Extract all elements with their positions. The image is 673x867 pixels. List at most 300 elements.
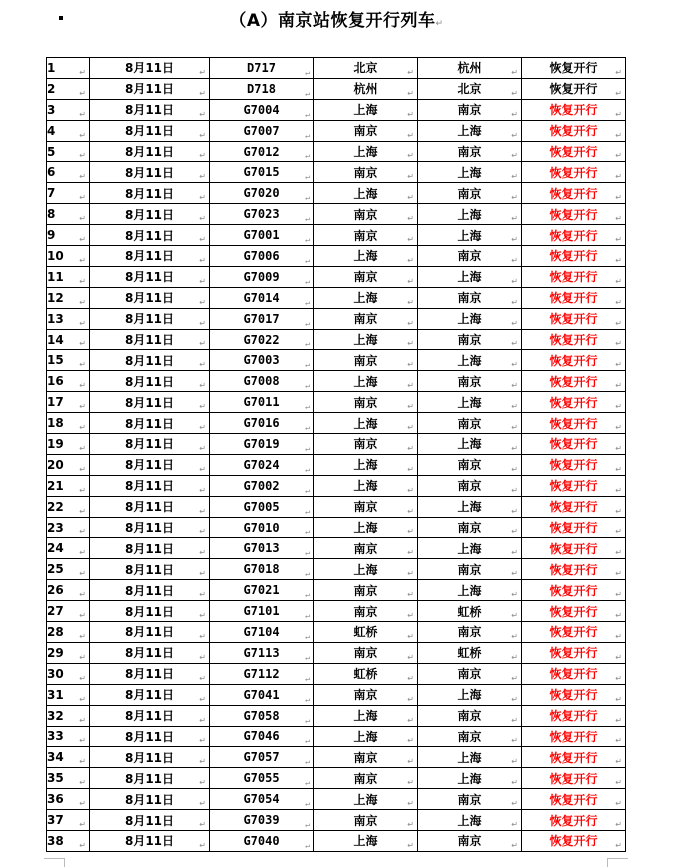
row-number-text: 4 — [47, 123, 56, 138]
cell-end-mark: ↵ — [407, 778, 414, 788]
cell-end-mark: ↵ — [407, 67, 414, 77]
cell-end-mark: ↵ — [199, 67, 206, 77]
origin-station-text: 上海 — [353, 479, 378, 494]
cell-end-mark: ↵ — [79, 611, 86, 621]
cell-end-mark: ↵ — [615, 130, 622, 140]
origin-station-text: 上海 — [353, 458, 378, 473]
origin-station-text: 上海 — [353, 834, 378, 849]
date-cell — [90, 78, 210, 99]
cell-end-mark: ↵ — [615, 715, 622, 725]
cell-end-mark: ↵ — [615, 485, 622, 495]
origin-station-cell — [314, 120, 418, 141]
status-text: 恢复开行 — [549, 750, 598, 765]
train-number-cell — [210, 308, 314, 329]
cell-end-mark: ↵ — [407, 840, 414, 850]
status-text: 恢复开行 — [549, 82, 598, 97]
origin-station-text: 上海 — [353, 333, 378, 348]
origin-station-cell — [314, 454, 418, 475]
cell-end-mark: ↵ — [79, 736, 86, 746]
cell-end-mark: ↵ — [615, 611, 622, 621]
cell-end-mark: ↵ — [199, 673, 206, 683]
destination-station-text: 上海 — [457, 270, 482, 285]
origin-station-cell — [314, 705, 418, 726]
train-number-text: D718 — [247, 81, 276, 96]
cell-end-mark: ↵ — [407, 652, 414, 662]
row-number-cell — [47, 350, 90, 371]
date-text: 8月11日 — [124, 521, 175, 536]
origin-station-text: 南京 — [353, 771, 378, 786]
row-number-text: 23 — [47, 520, 64, 535]
origin-station-text: 南京 — [353, 228, 378, 243]
status-text: 恢复开行 — [549, 792, 598, 807]
table-row — [47, 622, 626, 643]
date-text: 8月11日 — [124, 583, 175, 598]
cell-end-mark: ↵ — [305, 214, 310, 224]
status-cell — [522, 684, 626, 705]
date-cell — [90, 538, 210, 559]
cell-end-mark: ↵ — [511, 506, 518, 516]
row-number-cell — [47, 601, 90, 622]
date-text: 8月11日 — [124, 709, 175, 724]
row-number-text: 31 — [47, 687, 64, 702]
status-text: 恢复开行 — [549, 124, 598, 139]
row-number-text: 33 — [47, 729, 64, 744]
date-cell — [90, 120, 210, 141]
cell-end-mark: ↵ — [511, 339, 518, 349]
cell-end-mark: ↵ — [615, 778, 622, 788]
origin-station-cell — [314, 642, 418, 663]
cell-end-mark: ↵ — [615, 736, 622, 746]
table-row — [47, 350, 626, 371]
status-text: 恢复开行 — [549, 61, 598, 76]
cell-end-mark: ↵ — [305, 464, 310, 474]
origin-station-text: 上海 — [353, 521, 378, 536]
status-cell — [522, 287, 626, 308]
cell-end-mark: ↵ — [407, 151, 414, 161]
row-number-cell — [47, 559, 90, 580]
cell-end-mark: ↵ — [615, 172, 622, 182]
cell-end-mark: ↵ — [199, 360, 206, 370]
cell-end-mark: ↵ — [199, 381, 206, 391]
table-row — [47, 684, 626, 705]
row-number-cell — [47, 120, 90, 141]
status-text: 恢复开行 — [549, 583, 598, 598]
cell-end-mark: ↵ — [79, 840, 86, 850]
row-number-text: 18 — [47, 416, 64, 431]
destination-station-cell — [418, 454, 522, 475]
cell-end-mark: ↵ — [199, 276, 206, 286]
status-text: 恢复开行 — [549, 562, 598, 577]
origin-station-text: 上海 — [353, 792, 378, 807]
date-cell — [90, 705, 210, 726]
cell-end-mark: ↵ — [199, 631, 206, 641]
cell-end-mark: ↵ — [199, 569, 206, 579]
cell-end-mark: ↵ — [511, 255, 518, 265]
destination-station-cell — [418, 726, 522, 747]
origin-station-text: 南京 — [353, 353, 378, 368]
cell-end-mark: ↵ — [407, 548, 414, 558]
date-text: 8月11日 — [124, 813, 175, 828]
cell-end-mark: ↵ — [615, 548, 622, 558]
cell-end-mark: ↵ — [615, 673, 622, 683]
cell-end-mark: ↵ — [615, 67, 622, 77]
origin-station-cell — [314, 162, 418, 183]
train-number-cell — [210, 538, 314, 559]
date-text: 8月11日 — [124, 562, 175, 577]
row-number-cell — [47, 392, 90, 413]
row-number-cell — [47, 308, 90, 329]
destination-station-cell — [418, 287, 522, 308]
cell-end-mark: ↵ — [305, 360, 310, 370]
table-row — [47, 496, 626, 517]
cell-end-mark: ↵ — [511, 485, 518, 495]
cell-end-mark: ↵ — [615, 402, 622, 412]
date-cell — [90, 329, 210, 350]
origin-station-text: 南京 — [353, 541, 378, 556]
row-number-text: 10 — [47, 248, 64, 263]
row-number-cell — [47, 287, 90, 308]
origin-station-cell — [314, 204, 418, 225]
destination-station-text: 上海 — [457, 124, 482, 139]
row-number-cell — [47, 58, 90, 79]
date-text: 8月11日 — [124, 374, 175, 389]
origin-station-text: 南京 — [353, 646, 378, 661]
cell-end-mark: ↵ — [79, 67, 86, 77]
status-cell — [522, 183, 626, 204]
cell-end-mark: ↵ — [511, 631, 518, 641]
cell-end-mark: ↵ — [511, 381, 518, 391]
date-text: 8月11日 — [124, 667, 175, 682]
destination-station-text: 南京 — [457, 729, 482, 744]
date-cell — [90, 810, 210, 831]
status-cell — [522, 413, 626, 434]
destination-station-text: 杭州 — [457, 61, 482, 76]
date-text: 8月11日 — [124, 165, 175, 180]
status-text: 恢复开行 — [549, 771, 598, 786]
table-row — [47, 475, 626, 496]
cell-end-mark: ↵ — [511, 694, 518, 704]
status-cell — [522, 726, 626, 747]
cell-end-mark: ↵ — [199, 193, 206, 203]
status-text: 恢复开行 — [549, 458, 598, 473]
date-cell — [90, 830, 210, 851]
table-row — [47, 642, 626, 663]
train-number-cell — [210, 434, 314, 455]
status-text: 恢复开行 — [549, 333, 598, 348]
cell-end-mark: ↵ — [407, 381, 414, 391]
cell-end-mark: ↵ — [511, 799, 518, 809]
train-number-cell — [210, 684, 314, 705]
status-text: 恢复开行 — [549, 521, 598, 536]
row-number-text: 2 — [47, 81, 56, 96]
destination-station-text: 上海 — [457, 353, 482, 368]
cell-end-mark: ↵ — [511, 423, 518, 433]
train-number-cell — [210, 204, 314, 225]
cell-end-mark: ↵ — [199, 799, 206, 809]
train-number-text: G7002 — [243, 478, 280, 493]
cell-end-mark: ↵ — [305, 402, 310, 412]
table-row — [47, 58, 626, 79]
cell-end-mark: ↵ — [305, 423, 310, 433]
cell-end-mark: ↵ — [511, 130, 518, 140]
origin-station-text: 南京 — [353, 750, 378, 765]
cell-end-mark: ↵ — [615, 339, 622, 349]
origin-station-text: 上海 — [353, 103, 378, 118]
table-row — [47, 225, 626, 246]
train-number-cell — [210, 663, 314, 684]
cell-end-mark: ↵ — [407, 297, 414, 307]
train-number-cell — [210, 768, 314, 789]
date-text: 8月11日 — [124, 103, 175, 118]
origin-station-cell — [314, 99, 418, 120]
cell-end-mark: ↵ — [305, 506, 310, 516]
cell-end-mark: ↵ — [79, 799, 86, 809]
cell-end-mark: ↵ — [79, 443, 86, 453]
cell-end-mark: ↵ — [615, 443, 622, 453]
cell-end-mark: ↵ — [305, 527, 310, 537]
destination-station-cell — [418, 747, 522, 768]
cell-end-mark: ↵ — [305, 548, 310, 558]
cell-end-mark: ↵ — [305, 819, 310, 829]
origin-station-cell — [314, 413, 418, 434]
status-cell — [522, 768, 626, 789]
cell-end-mark: ↵ — [407, 423, 414, 433]
cell-end-mark: ↵ — [305, 235, 310, 245]
destination-station-cell — [418, 705, 522, 726]
date-text: 8月11日 — [124, 395, 175, 410]
date-text: 8月11日 — [124, 270, 175, 285]
status-cell — [522, 454, 626, 475]
train-number-cell — [210, 162, 314, 183]
origin-station-cell — [314, 434, 418, 455]
row-number-text: 26 — [47, 583, 64, 598]
row-number-cell — [47, 517, 90, 538]
cell-end-mark: ↵ — [79, 631, 86, 641]
row-number-text: 12 — [47, 290, 64, 305]
cell-end-mark: ↵ — [199, 819, 206, 829]
date-cell — [90, 308, 210, 329]
cell-end-mark: ↵ — [305, 757, 310, 767]
row-number-cell — [47, 684, 90, 705]
cell-end-mark: ↵ — [511, 819, 518, 829]
train-number-text: G7017 — [243, 311, 280, 326]
cell-end-mark: ↵ — [79, 423, 86, 433]
destination-station-cell — [418, 810, 522, 831]
origin-station-cell — [314, 371, 418, 392]
date-text: 8月11日 — [124, 61, 175, 76]
row-number-text: 20 — [47, 457, 64, 472]
origin-station-text: 上海 — [353, 562, 378, 577]
origin-station-text: 上海 — [353, 145, 378, 159]
date-text: 8月11日 — [124, 333, 175, 348]
train-number-text: G7015 — [243, 165, 280, 180]
cell-end-mark: ↵ — [305, 736, 310, 746]
cell-end-mark: ↵ — [511, 736, 518, 746]
status-cell — [522, 120, 626, 141]
cell-end-mark: ↵ — [199, 402, 206, 412]
date-cell — [90, 371, 210, 392]
row-number-text: 9 — [47, 228, 56, 243]
status-text: 恢复开行 — [549, 688, 598, 703]
origin-station-text: 杭州 — [353, 82, 378, 97]
cell-end-mark: ↵ — [615, 569, 622, 579]
cell-end-mark: ↵ — [407, 276, 414, 286]
train-number-cell — [210, 475, 314, 496]
destination-station-cell — [418, 601, 522, 622]
destination-station-text: 上海 — [457, 207, 482, 222]
destination-station-cell — [418, 580, 522, 601]
train-number-text: G7018 — [243, 562, 280, 577]
table-row — [47, 559, 626, 580]
cell-end-mark: ↵ — [615, 423, 622, 433]
cell-end-mark: ↵ — [511, 569, 518, 579]
page-title — [0, 6, 673, 31]
origin-station-text: 上海 — [353, 374, 378, 389]
row-number-cell — [47, 183, 90, 204]
origin-station-cell — [314, 496, 418, 517]
cell-end-mark: ↵ — [615, 276, 622, 286]
cell-end-mark: ↵ — [79, 402, 86, 412]
row-number-text: 19 — [47, 436, 64, 451]
destination-station-cell — [418, 204, 522, 225]
date-cell — [90, 642, 210, 663]
cell-end-mark: ↵ — [199, 235, 206, 245]
train-number-text: G7055 — [243, 771, 280, 786]
date-cell — [90, 434, 210, 455]
origin-station-cell — [314, 726, 418, 747]
cell-end-mark: ↵ — [305, 193, 310, 203]
row-number-cell — [47, 78, 90, 99]
cell-end-mark: ↵ — [305, 799, 310, 809]
train-number-text: G7012 — [243, 144, 280, 159]
status-text: 恢复开行 — [549, 291, 598, 306]
cell-end-mark: ↵ — [407, 694, 414, 704]
date-text: 8月11日 — [124, 124, 175, 139]
cell-end-mark: ↵ — [407, 402, 414, 412]
row-number-text: 22 — [47, 499, 64, 514]
date-cell — [90, 789, 210, 810]
cell-end-mark: ↵ — [305, 151, 310, 161]
cell-end-mark: ↵ — [615, 381, 622, 391]
status-text: 恢复开行 — [549, 709, 598, 724]
cell-end-mark: ↵ — [79, 527, 86, 537]
destination-station-cell — [418, 225, 522, 246]
status-text: 恢复开行 — [549, 541, 598, 556]
train-number-cell — [210, 120, 314, 141]
row-number-text: 14 — [47, 332, 64, 347]
row-number-text: 28 — [47, 624, 64, 639]
row-number-cell — [47, 454, 90, 475]
cell-end-mark: ↵ — [615, 214, 622, 224]
date-text: 8月11日 — [124, 688, 175, 703]
status-cell — [522, 58, 626, 79]
destination-station-text: 南京 — [457, 249, 482, 264]
train-table — [46, 57, 626, 852]
origin-station-cell — [314, 350, 418, 371]
train-number-text: G7004 — [243, 102, 280, 117]
destination-station-text: 南京 — [457, 625, 482, 640]
status-text: 恢复开行 — [549, 270, 598, 285]
cell-end-mark: ↵ — [79, 130, 86, 140]
origin-station-cell — [314, 78, 418, 99]
date-text: 8月11日 — [124, 834, 175, 849]
train-number-cell — [210, 392, 314, 413]
table-row — [47, 141, 626, 162]
train-number-cell — [210, 747, 314, 768]
date-cell — [90, 517, 210, 538]
train-number-cell — [210, 99, 314, 120]
date-cell — [90, 601, 210, 622]
train-number-cell — [210, 726, 314, 747]
destination-station-text: 南京 — [457, 291, 482, 306]
table-row — [47, 768, 626, 789]
cell-end-mark: ↵ — [79, 694, 86, 704]
cell-end-mark: ↵ — [199, 88, 206, 98]
date-cell — [90, 747, 210, 768]
cell-end-mark: ↵ — [511, 611, 518, 621]
destination-station-text: 南京 — [457, 667, 482, 682]
train-number-text: G7057 — [243, 750, 280, 765]
date-text: 8月11日 — [124, 437, 175, 452]
cell-end-mark: ↵ — [199, 652, 206, 662]
row-number-cell — [47, 705, 90, 726]
destination-station-cell — [418, 413, 522, 434]
cell-end-mark: ↵ — [79, 151, 86, 161]
status-text: 恢复开行 — [549, 186, 598, 201]
row-number-text: 6 — [47, 165, 56, 180]
status-text: 恢复开行 — [549, 395, 598, 410]
cell-end-mark: ↵ — [79, 819, 86, 829]
row-number-text: 13 — [47, 311, 64, 326]
destination-station-text: 虹桥 — [457, 604, 482, 619]
cell-end-mark: ↵ — [79, 235, 86, 245]
status-cell — [522, 601, 626, 622]
date-cell — [90, 392, 210, 413]
date-cell — [90, 225, 210, 246]
train-number-text: G7104 — [243, 624, 280, 639]
date-text: 8月11日 — [124, 729, 175, 744]
train-number-text: G7024 — [243, 457, 280, 472]
status-text: 恢复开行 — [549, 353, 598, 368]
row-number-text: 7 — [47, 186, 56, 201]
row-number-cell — [47, 538, 90, 559]
status-cell — [522, 141, 626, 162]
row-number-text: 37 — [47, 813, 64, 827]
origin-station-text: 上海 — [353, 709, 378, 724]
row-number-cell — [47, 141, 90, 162]
cell-end-mark: ↵ — [407, 339, 414, 349]
cell-end-mark: ↵ — [199, 715, 206, 725]
train-number-cell — [210, 454, 314, 475]
cell-end-mark: ↵ — [199, 694, 206, 704]
date-cell — [90, 246, 210, 267]
status-cell — [522, 78, 626, 99]
cell-end-mark: ↵ — [79, 255, 86, 265]
status-text: 恢复开行 — [549, 374, 598, 389]
cell-end-mark: ↵ — [511, 548, 518, 558]
train-number-cell — [210, 371, 314, 392]
status-cell — [522, 642, 626, 663]
train-number-cell — [210, 517, 314, 538]
row-number-cell — [47, 329, 90, 350]
row-number-cell — [47, 434, 90, 455]
cell-end-mark: ↵ — [305, 172, 310, 182]
cell-end-mark: ↵ — [199, 590, 206, 600]
destination-station-text: 上海 — [457, 771, 482, 786]
row-number-text: 24 — [47, 541, 64, 556]
cell-end-mark: ↵ — [79, 109, 86, 119]
destination-station-text: 上海 — [457, 688, 482, 703]
